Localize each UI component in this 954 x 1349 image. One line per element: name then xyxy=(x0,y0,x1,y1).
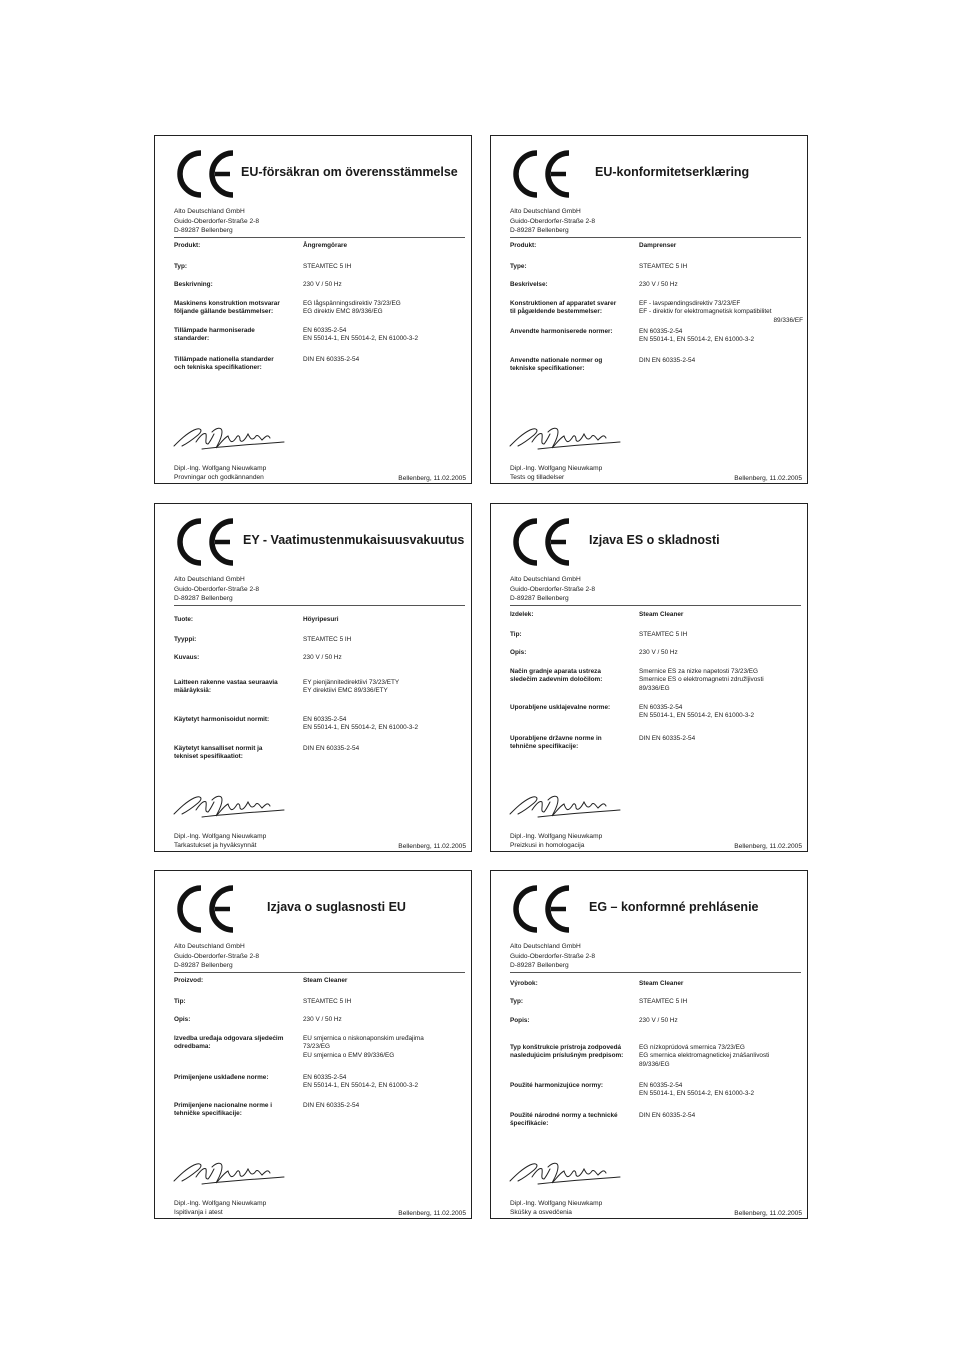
declaration-card xyxy=(490,135,808,484)
field-value: DIN EN 60335-2-54 xyxy=(639,735,696,742)
field-value: STEAMTEC 5 IH xyxy=(303,998,352,1005)
field-label: Opis: xyxy=(510,649,527,656)
field-label: Uporabljene usklajevalne norme: xyxy=(510,704,611,711)
field-label: Proizvod: xyxy=(174,977,204,984)
field-label: Maskinens konstruktion motsvarar följande gällande bestämmelser: xyxy=(174,300,280,316)
signer-name: Dipl.-Ing. Wolfgang Nieuwkamp Preizkusi in homologacija xyxy=(510,833,603,849)
field-value: EN 60335-2-54 EN 55014-1, EN 55014-2, EN 61000-3-2 xyxy=(639,1082,755,1098)
field-value: STEAMTEC 5 IH xyxy=(639,631,688,638)
field-value: STEAMTEC 5 IH xyxy=(303,263,352,270)
field-value: EY pienjännitedirektiivi 73/23/ETY EY direktiivi EMC 89/336/ETY xyxy=(303,679,400,695)
divider xyxy=(510,972,801,973)
field-value: Höyripesuri xyxy=(303,616,339,623)
field-value: STEAMTEC 5 IH xyxy=(639,263,688,270)
ce-mark-icon xyxy=(177,516,235,568)
field-label: Použité národné normy a technické špecifikácie: xyxy=(510,1112,618,1128)
ce-mark-icon xyxy=(177,148,235,200)
declaration-card xyxy=(154,870,472,1219)
address-line: Guido-Oberdorfer-Straße 2-8 xyxy=(510,585,596,593)
field-label: Popis: xyxy=(510,1017,530,1024)
manufacturer-address xyxy=(174,207,259,236)
signer-name: Dipl.-Ing. Wolfgang Nieuwkamp Tests og tilladelser xyxy=(510,465,603,481)
card-title: EU-försäkran om överensstämmelse xyxy=(241,165,458,179)
field-label: Výrobok: xyxy=(510,980,538,987)
place-and-date: Bellenberg, 11.02.2005 xyxy=(734,1210,802,1217)
field-value: Damprenser xyxy=(639,242,677,249)
address-line: Guido-Oberdorfer-Straße 2-8 xyxy=(174,952,260,960)
field-value: 230 V / 50 Hz xyxy=(639,281,678,288)
address-line: D-89287 Bellenberg xyxy=(510,962,569,969)
place-and-date: Bellenberg, 11.02.2005 xyxy=(734,843,802,850)
field-value: EG nízkoprúdová smernica 73/23/EG EG smernica elektromagnetickej znášanlivosti 89/336/EG xyxy=(639,1044,770,1068)
field-value: 230 V / 50 Hz xyxy=(303,281,342,288)
field-value: EN 60335-2-54 EN 55014-1, EN 55014-2, EN 61000-3-2 xyxy=(303,716,419,732)
signer-name: Dipl.-Ing. Wolfgang Nieuwkamp Tarkastukset ja hyväksynnät xyxy=(174,833,267,849)
divider xyxy=(510,605,801,606)
signer-name: Dipl.-Ing. Wolfgang Nieuwkamp Provningar och godkännanden xyxy=(174,465,267,481)
address-line: D-89287 Bellenberg xyxy=(510,227,569,234)
address-line: Alto Deutschland GmbH xyxy=(510,576,581,583)
ce-mark-icon xyxy=(513,516,571,568)
address-line: Alto Deutschland GmbH xyxy=(174,943,245,950)
divider xyxy=(510,237,801,238)
ce-mark-icon xyxy=(513,883,571,935)
field-label: Käytetyt harmonisoidut normit: xyxy=(174,716,270,723)
signature-image xyxy=(508,422,624,452)
divider xyxy=(174,237,465,238)
field-label: Typ: xyxy=(174,263,188,270)
field-label: Način gradnje aparata ustreza sledečim zadevnim določilom: xyxy=(510,668,603,684)
field-label: Tip: xyxy=(510,631,522,638)
field-label: Anvendte nationale normer og tekniske specifikationer: xyxy=(510,357,603,373)
field-label: Beskrivelse: xyxy=(510,281,548,288)
field-value: Steam Cleaner xyxy=(639,611,684,618)
field-value: Steam Cleaner xyxy=(303,977,348,984)
field-value: DIN EN 60335-2-54 xyxy=(639,1112,696,1119)
address-line: D-89287 Bellenberg xyxy=(174,962,233,969)
manufacturer-address xyxy=(174,942,259,971)
place-and-date: Bellenberg, 11.02.2005 xyxy=(398,475,466,482)
card-title: EU-konformitetserklæring xyxy=(595,165,750,179)
field-label: Konstruktionen af apparatet svarer til pågældende bestemmelser: xyxy=(510,300,617,316)
field-label: Tillämpade harmoniserade standarder: xyxy=(174,327,255,343)
signature-image xyxy=(508,1157,624,1187)
card-title: EG – konformné prehlásenie xyxy=(589,900,759,914)
address-line: Alto Deutschland GmbH xyxy=(510,943,581,950)
field-label: Použité harmonizujúce normy: xyxy=(510,1082,604,1089)
declaration-card xyxy=(154,503,472,852)
field-label: Tip: xyxy=(174,998,186,1005)
address-line: D-89287 Bellenberg xyxy=(174,227,233,234)
field-label: Tillämpade nationella standarder och tekniska specifikationer: xyxy=(174,356,274,372)
field-value: EU smjernica o niskonaponskim uređajima 73/23/EG EU smjernica o EMV 89/336/EG xyxy=(303,1035,424,1059)
field-value: Ångremgörare xyxy=(303,242,348,249)
field-value: DIN EN 60335-2-54 xyxy=(303,1102,360,1109)
declaration-card xyxy=(490,503,808,852)
field-label: Anvendte harmoniserede normer: xyxy=(510,328,613,335)
field-value: DIN EN 60335-2-54 xyxy=(303,745,360,752)
manufacturer-address xyxy=(510,575,595,604)
address-line: Guido-Oberdorfer-Straße 2-8 xyxy=(510,952,596,960)
field-label: Produkt: xyxy=(174,242,201,249)
place-and-date: Bellenberg, 11.02.2005 xyxy=(398,843,466,850)
field-value: Steam Cleaner xyxy=(639,980,684,987)
field-value: EF - lavspændingsdirektiv 73/23/EF EF - direktiv for elektromagnetisk kompatibilitet 89/336/EF xyxy=(639,300,803,324)
manufacturer-address xyxy=(174,575,259,604)
field-value: STEAMTEC 5 IH xyxy=(303,636,352,643)
address-line: Guido-Oberdorfer-Straße 2-8 xyxy=(510,217,596,225)
field-label: Type: xyxy=(510,263,527,270)
field-label: Tyyppi: xyxy=(174,636,197,643)
field-value: EN 60335-2-54 EN 55014-1, EN 55014-2, EN 61000-3-2 xyxy=(303,327,419,343)
address-line: D-89287 Bellenberg xyxy=(510,595,569,602)
signature-image xyxy=(172,1157,288,1187)
card-title: Izjava o suglasnosti EU xyxy=(267,900,406,914)
field-label: Izvedba uređaja odgovara sljedećim odredbama: xyxy=(174,1035,284,1051)
signature-image xyxy=(172,790,288,820)
field-value: Smernice ES za nizke napetosti 73/23/EG Smernice ES o elektromagnetni združljivosti 89/336/EG xyxy=(639,668,764,692)
address-line: Alto Deutschland GmbH xyxy=(510,208,581,215)
address-line: Alto Deutschland GmbH xyxy=(174,208,245,215)
address-line: Guido-Oberdorfer-Straße 2-8 xyxy=(174,585,260,593)
field-value: EN 60335-2-54 EN 55014-1, EN 55014-2, EN 61000-3-2 xyxy=(639,704,755,720)
declaration-card xyxy=(154,135,472,484)
field-value: EN 60335-2-54 EN 55014-1, EN 55014-2, EN 61000-3-2 xyxy=(303,1074,419,1090)
field-value: 230 V / 50 Hz xyxy=(303,654,342,661)
field-label: Typ: xyxy=(510,998,524,1005)
card-title: Izjava ES o skladnosti xyxy=(589,533,720,547)
field-label: Kuvaus: xyxy=(174,654,200,661)
card-title: EY - Vaatimustenmukaisuusvakuutus xyxy=(243,533,465,547)
divider xyxy=(174,605,465,606)
signature-image xyxy=(172,422,288,452)
signer-name: Dipl.-Ing. Wolfgang Nieuwkamp Ispitivanja i atest xyxy=(174,1200,267,1216)
signature-image xyxy=(508,790,624,820)
field-value: 230 V / 50 Hz xyxy=(639,649,678,656)
ce-mark-icon xyxy=(177,883,235,935)
field-value: DIN EN 60335-2-54 xyxy=(639,357,696,364)
field-label: Laitteen rakenne vastaa seuraavia määräyksiä: xyxy=(174,679,278,695)
field-label: Tuote: xyxy=(174,616,194,623)
field-label: Käytetyt kansalliset normit ja tekniset spesifikaatiot: xyxy=(174,745,263,761)
field-label: Typ konštrukcie prístroja zodpovedá nasledujúcim príslušným predpisom: xyxy=(510,1044,624,1060)
field-value: EN 60335-2-54 EN 55014-1, EN 55014-2, EN 61000-3-2 xyxy=(639,328,755,344)
signer-name: Dipl.-Ing. Wolfgang Nieuwkamp Skúšky a osvedčenia xyxy=(510,1200,603,1216)
field-value: DIN EN 60335-2-54 xyxy=(303,356,360,363)
manufacturer-address xyxy=(510,942,595,971)
declaration-card xyxy=(490,870,808,1219)
field-label: Opis: xyxy=(174,1016,191,1023)
divider xyxy=(174,972,465,973)
address-line: D-89287 Bellenberg xyxy=(174,595,233,602)
address-line: Alto Deutschland GmbH xyxy=(174,576,245,583)
manufacturer-address xyxy=(510,207,595,236)
field-label: Uporabljene državne norme in tehnične specifikacije: xyxy=(510,735,602,751)
field-label: Primijenjene usklađene norme: xyxy=(174,1074,269,1081)
field-label: Izdelek: xyxy=(510,611,534,618)
place-and-date: Bellenberg, 11.02.2005 xyxy=(398,1210,466,1217)
ce-mark-icon xyxy=(513,148,571,200)
field-label: Beskrivning: xyxy=(174,281,213,288)
field-value: EG lågspänningsdirektiv 73/23/EG EG direktiv EMC 89/336/EG xyxy=(303,300,401,316)
place-and-date: Bellenberg, 11.02.2005 xyxy=(734,475,802,482)
field-value: 230 V / 50 Hz xyxy=(639,1017,678,1024)
address-line: Guido-Oberdorfer-Straße 2-8 xyxy=(174,217,260,225)
field-label: Primijenjene nacionalne norme i tehničke specifikacije: xyxy=(174,1102,273,1118)
field-value: STEAMTEC 5 IH xyxy=(639,998,688,1005)
field-label: Produkt: xyxy=(510,242,537,249)
field-value: 230 V / 50 Hz xyxy=(303,1016,342,1023)
